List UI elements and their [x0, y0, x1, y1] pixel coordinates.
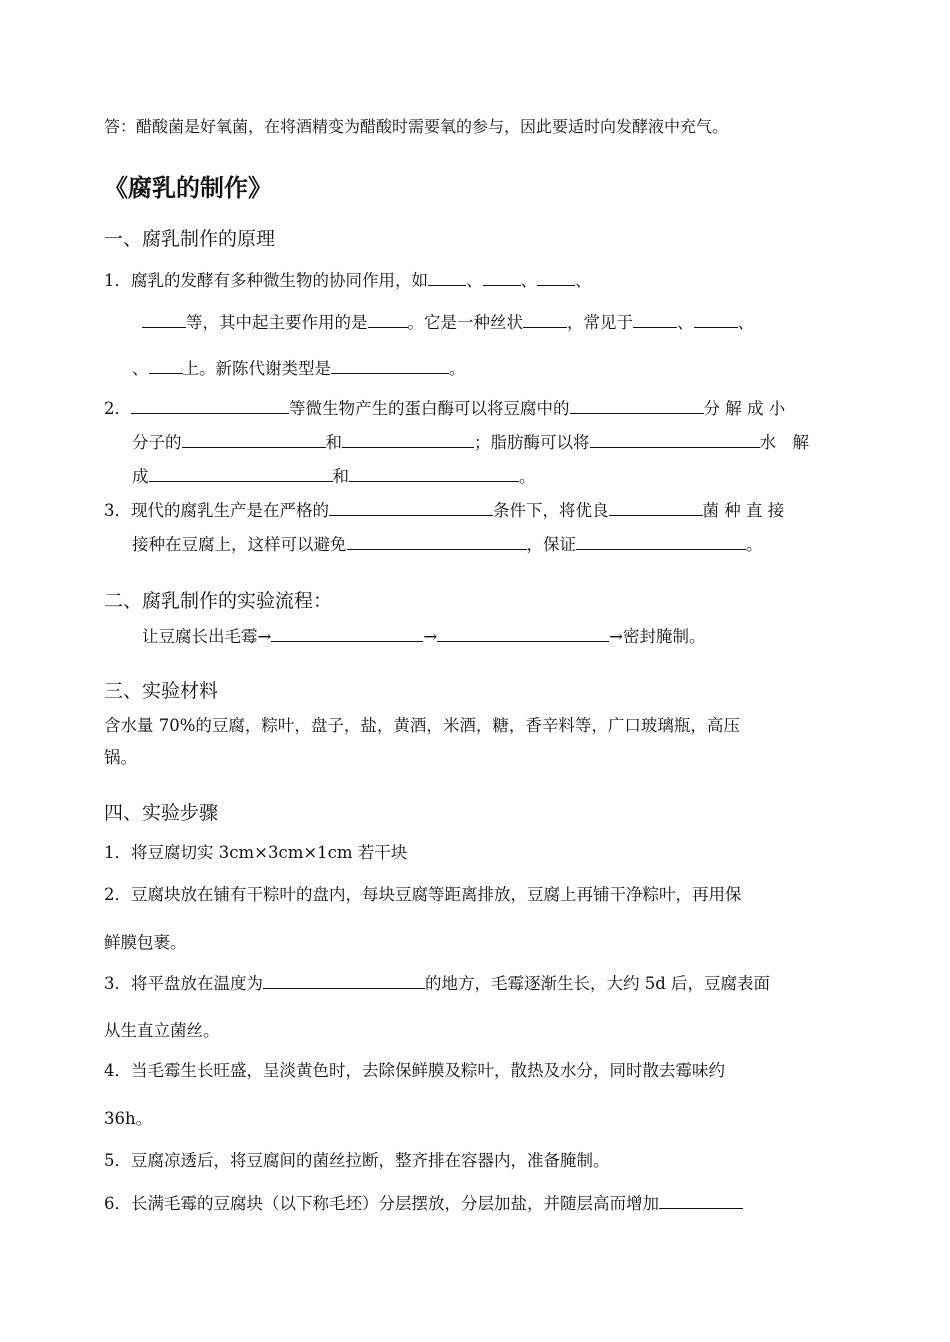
blank[interactable] [368, 310, 408, 328]
blank[interactable] [659, 1191, 743, 1209]
blank[interactable] [182, 430, 326, 448]
step-3a: 3．将平盘放在温度为 的地方，毛霉逐渐生长，大约 5d 后，豆腐表面 [104, 971, 770, 996]
blank[interactable] [437, 624, 609, 642]
blank[interactable] [149, 464, 333, 482]
step-6: 6．长满毛霉的豆腐块（以下称毛坯）分层摆放，分层加盐，并随层高而增加 [104, 1191, 743, 1216]
section2-heading: 二、腐乳制作的实验流程： [104, 590, 333, 612]
blank[interactable] [523, 310, 567, 328]
section4-heading: 四、实验步骤 [104, 802, 219, 824]
q2-line3: 成 和 。 [132, 464, 536, 489]
blank[interactable] [131, 396, 289, 414]
blank[interactable] [576, 532, 746, 550]
step-2b: 鲜膜包裹。 [104, 933, 187, 952]
materials-line1: 含水量 70%的豆腐，粽叶，盘子，盐，黄酒，米酒，糖，香辛料等，广口玻璃瓶，高压 [104, 716, 740, 735]
q3-line1: 3．现代的腐乳生产是在严格的 条件下，将优良 菌 种 直 接 [104, 498, 784, 523]
q2-line1: 2． 等微生物产生的蛋白酶可以将豆腐中的 分 解 成 小 [104, 396, 785, 421]
blank[interactable] [590, 430, 760, 448]
blank[interactable] [271, 624, 423, 642]
q1-line2: 等，其中起主要作用的是 。它是一种丝状 ，常见于 、 、 [142, 310, 754, 335]
step-1: 1．将豆腐切实 3cm×3cm×1cm 若干块 [104, 843, 408, 862]
blank[interactable] [142, 310, 186, 328]
blank[interactable] [609, 498, 703, 516]
blank[interactable] [694, 310, 738, 328]
blank[interactable] [149, 356, 183, 374]
answer-text: 答：醋酸菌是好氧菌，在将酒精变为醋酸时需要氧的参与，因此要适时向发酵液中充气。 [104, 117, 729, 136]
materials-line2: 锅。 [104, 748, 137, 767]
step-4b: 36h。 [104, 1109, 153, 1128]
blank[interactable] [263, 971, 425, 989]
page-title: 《腐乳的制作》 [104, 174, 272, 202]
blank[interactable] [349, 464, 519, 482]
blank[interactable] [428, 268, 466, 286]
q1-line1: 1．腐乳的发酵有多种微生物的协同作用，如 、 、 、 [104, 268, 592, 293]
blank[interactable] [329, 498, 493, 516]
section1-heading: 一、腐乳制作的原理 [104, 228, 276, 250]
section3-heading: 三、实验材料 [104, 680, 219, 702]
q3-line2: 接种在豆腐上，这样可以避免 ，保证 。 [132, 532, 763, 557]
blank[interactable] [633, 310, 677, 328]
q1-line3: 、 上。新陈代谢类型是 。 [132, 356, 466, 381]
blank[interactable] [537, 268, 575, 286]
step-5: 5．豆腐凉透后，将豆腐间的菌丝拉断，整齐排在容器内，准备腌制。 [104, 1151, 610, 1170]
blank[interactable] [570, 396, 704, 414]
step-4a: 4．当毛霉生长旺盛，呈淡黄色时，去除保鲜膜及粽叶，散热及水分，同时散去霉味约 [104, 1061, 725, 1080]
blank[interactable] [347, 532, 527, 550]
flow-line: 让豆腐长出毛霉→ → →密封腌制。 [142, 624, 705, 649]
step-2a: 2．豆腐块放在铺有干粽叶的盘内，每块豆腐等距离排放，豆腐上再铺干净粽叶，再用保 [104, 885, 742, 904]
step-3b: 从生直立菌丝。 [104, 1021, 220, 1040]
blank[interactable] [483, 268, 521, 286]
q2-line2: 分子的 和 ；脂肪酶可以将 水 解 [132, 430, 809, 455]
blank[interactable] [331, 356, 449, 374]
blank[interactable] [342, 430, 474, 448]
